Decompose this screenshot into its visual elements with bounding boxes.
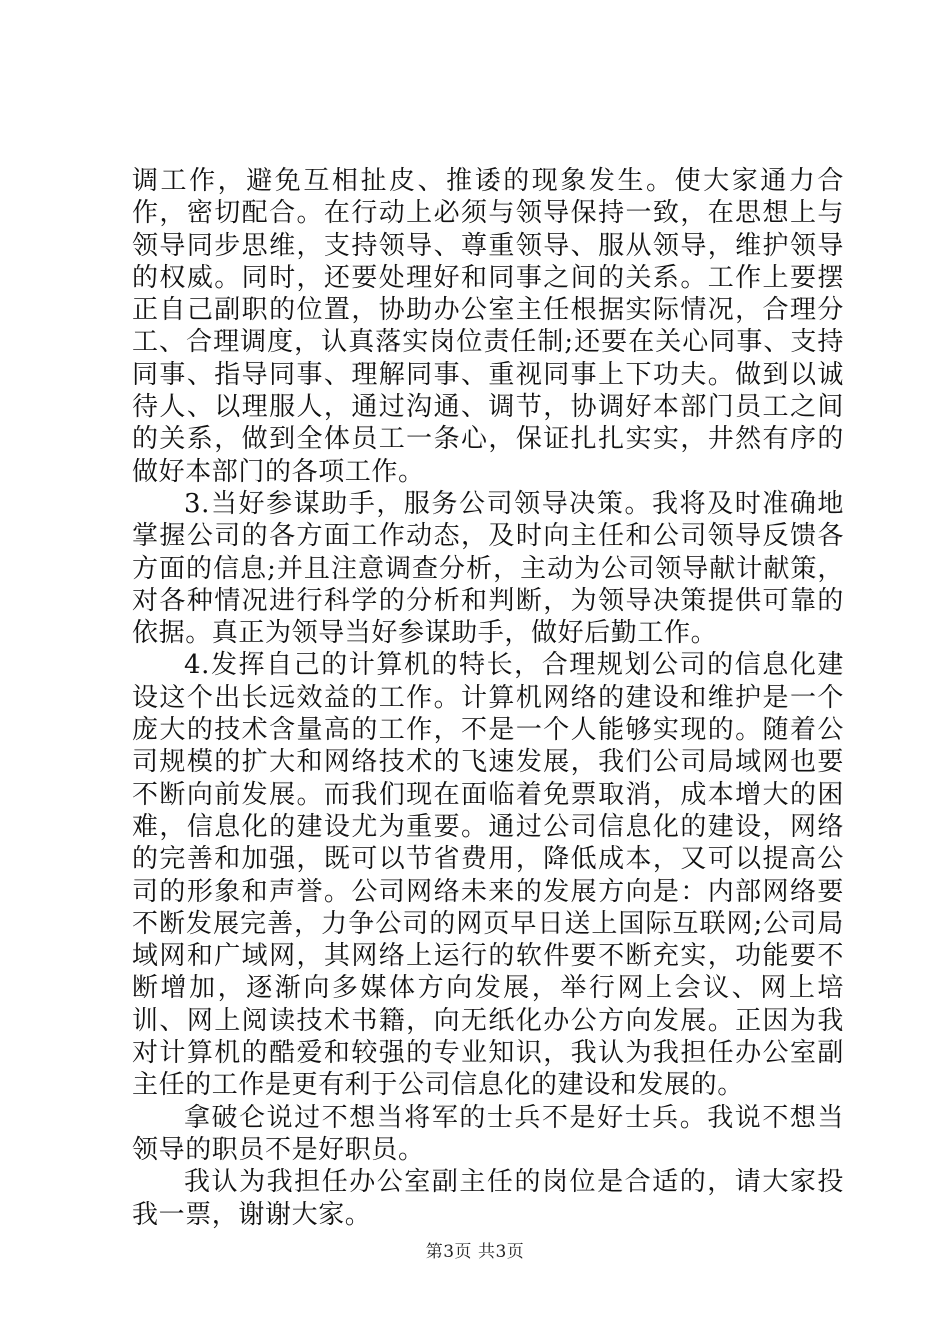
paragraph-closing: 我认为我担任办公室副主任的岗位是合适的，请大家投我一票，谢谢大家。 <box>132 1167 844 1230</box>
paragraph-item-3: 3.当好参谋助手，服务公司领导决策。我将及时准确地掌握公司的各方面工作动态，及时向主任和公司领导反馈各方面的信息;并且注意调查分析，主动为公司领导献计献策，对各种情况进行科学的分析和判断，为领导决策提供可靠的依据。真正为领导当好参谋助手，做好后勤工作。 <box>132 488 844 649</box>
paragraph-continuation: 调工作，避免互相扯皮、推诿的现象发生。使大家通力合作，密切配合。在行动上必须与领导保持一致，在思想上与领导同步思维，支持领导、尊重领导、服从领导，维护领导的权威。同时，还要处理好和同事之间的关系。工作上要摆正自己副职的位置，协助办公室主任根据实际情况，合理分工、合理调度，认真落实岗位责任制;还要在关心同事、支持同事、指导同事、理解同事、重视同事上下功夫。做到以诚待人、以理服人，通过沟通、调节，协调好本部门员工之间的关系，做到全体员工一条心，保证扎扎实实，井然有序的做好本部门的各项工作。 <box>132 166 844 487</box>
page-number-footer: 第3页 共3页 <box>425 1242 525 1262</box>
paragraph-item-4: 4.发挥自己的计算机的特长，合理规划公司的信息化建设这个出长远效益的工作。计算机网络的建设和维护是一个庞大的技术含量高的工作，不是一个人能够实现的。随着公司规模的扩大和网络技术的飞速发展，我们公司局域网也要不断向前发展。而我们现在面临着免票取消，成本增大的困难，信息化的建设尤为重要。通过公司信息化的建设，网络的完善和加强，既可以节省费用，降低成本，又可以提高公司的形象和声誉。公司网络未来的发展方向是：内部网络要不断发展完善，力争公司的网页早日送上国际互联网;公司局域网和广域网，其网络上运行的软件要不断充实，功能要不断增加，逐渐向多媒体方向发展，举行网上会议、网上培训、网上阅读技术书籍，向无纸化办公方向发展。正因为我对计算机的酷爱和较强的专业知识，我认为我担任办公室副主任的工作是更有利于公司信息化的建设和发展的。 <box>132 650 844 1101</box>
document-body <box>132 165 844 1231</box>
paragraph-napoleon-quote: 拿破仑说过不想当将军的士兵不是好士兵。我说不想当领导的职员不是好职员。 <box>132 1102 844 1165</box>
